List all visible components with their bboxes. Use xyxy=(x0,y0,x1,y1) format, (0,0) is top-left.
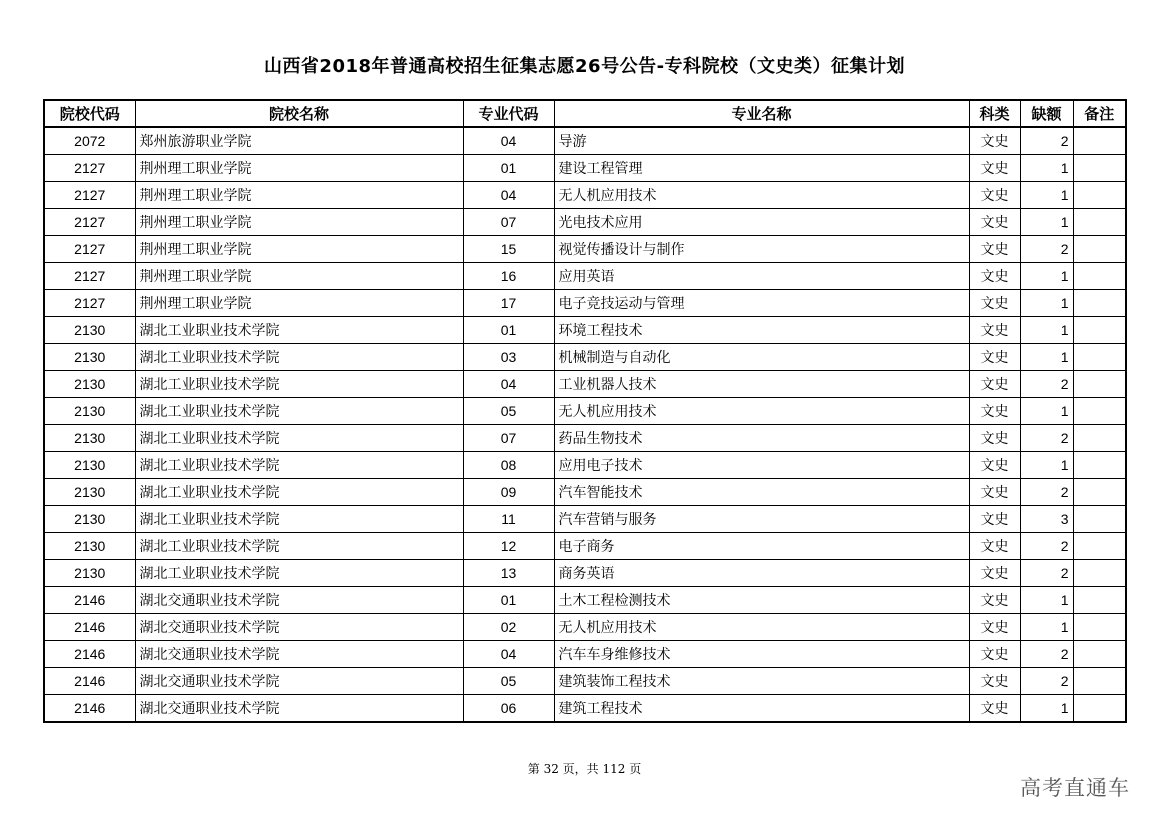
school-code-cell: 2146 xyxy=(44,695,135,723)
school-name-cell: 荆州理工职业学院 xyxy=(135,182,463,209)
school-code-cell: 2072 xyxy=(44,127,135,155)
note-cell xyxy=(1073,344,1126,371)
school-code-cell: 2146 xyxy=(44,614,135,641)
school-code-cell: 2127 xyxy=(44,263,135,290)
major-name-cell: 电子竞技运动与管理 xyxy=(554,290,969,317)
vacancy-cell: 1 xyxy=(1020,209,1073,236)
category-cell: 文史 xyxy=(969,290,1020,317)
major-code-cell: 03 xyxy=(463,344,554,371)
vacancy-cell: 1 xyxy=(1020,263,1073,290)
major-code-cell: 04 xyxy=(463,127,554,155)
table-row xyxy=(44,695,1126,723)
school-code-cell: 2130 xyxy=(44,344,135,371)
category-cell: 文史 xyxy=(969,479,1020,506)
major-name-cell: 应用电子技术 xyxy=(554,452,969,479)
table-row xyxy=(44,560,1126,587)
table-row xyxy=(44,668,1126,695)
school-code-cell: 2130 xyxy=(44,452,135,479)
column-header-category: 科类 xyxy=(969,100,1020,127)
note-cell xyxy=(1073,641,1126,668)
category-cell: 文史 xyxy=(969,614,1020,641)
school-code-cell: 2130 xyxy=(44,317,135,344)
major-name-cell: 机械制造与自动化 xyxy=(554,344,969,371)
major-code-cell: 02 xyxy=(463,614,554,641)
category-cell: 文史 xyxy=(969,209,1020,236)
table-row xyxy=(44,533,1126,560)
school-code-cell: 2127 xyxy=(44,155,135,182)
vacancy-cell: 1 xyxy=(1020,317,1073,344)
vacancy-cell: 2 xyxy=(1020,560,1073,587)
major-code-cell: 01 xyxy=(463,155,554,182)
vacancy-cell: 1 xyxy=(1020,344,1073,371)
school-code-cell: 2127 xyxy=(44,290,135,317)
column-header-school-code: 院校代码 xyxy=(44,100,135,127)
major-name-cell: 土木工程检测技术 xyxy=(554,587,969,614)
note-cell xyxy=(1073,182,1126,209)
page-footer: 第 32 页，共 112 页 xyxy=(527,762,642,776)
enrollment-plan-table xyxy=(43,99,1127,723)
table-row xyxy=(44,155,1126,182)
major-name-cell: 应用英语 xyxy=(554,263,969,290)
note-cell xyxy=(1073,236,1126,263)
vacancy-cell: 2 xyxy=(1020,641,1073,668)
major-code-cell: 07 xyxy=(463,209,554,236)
school-name-cell: 荆州理工职业学院 xyxy=(135,155,463,182)
vacancy-cell: 2 xyxy=(1020,479,1073,506)
column-header-school-name: 院校名称 xyxy=(135,100,463,127)
table-row xyxy=(44,317,1126,344)
category-cell: 文史 xyxy=(969,641,1020,668)
note-cell xyxy=(1073,614,1126,641)
table-row xyxy=(44,127,1126,155)
watermark: 高考直通车 xyxy=(1020,776,1130,800)
vacancy-cell: 2 xyxy=(1020,236,1073,263)
vacancy-cell: 1 xyxy=(1020,614,1073,641)
category-cell: 文史 xyxy=(969,560,1020,587)
vacancy-cell: 2 xyxy=(1020,371,1073,398)
category-cell: 文史 xyxy=(969,371,1020,398)
table-body xyxy=(44,127,1126,722)
school-name-cell: 荆州理工职业学院 xyxy=(135,290,463,317)
category-cell: 文史 xyxy=(969,182,1020,209)
vacancy-cell: 1 xyxy=(1020,695,1073,723)
school-name-cell: 湖北交通职业技术学院 xyxy=(135,614,463,641)
table-row xyxy=(44,398,1126,425)
major-name-cell: 导游 xyxy=(554,127,969,155)
vacancy-cell: 2 xyxy=(1020,533,1073,560)
table-row xyxy=(44,506,1126,533)
note-cell xyxy=(1073,290,1126,317)
major-code-cell: 06 xyxy=(463,695,554,723)
category-cell: 文史 xyxy=(969,317,1020,344)
school-name-cell: 湖北工业职业技术学院 xyxy=(135,506,463,533)
table-row xyxy=(44,290,1126,317)
school-code-cell: 2127 xyxy=(44,182,135,209)
major-code-cell: 17 xyxy=(463,290,554,317)
school-code-cell: 2130 xyxy=(44,371,135,398)
vacancy-cell: 1 xyxy=(1020,398,1073,425)
note-cell xyxy=(1073,533,1126,560)
vacancy-cell: 1 xyxy=(1020,290,1073,317)
vacancy-cell: 1 xyxy=(1020,182,1073,209)
major-name-cell: 汽车车身维修技术 xyxy=(554,641,969,668)
vacancy-cell: 1 xyxy=(1020,452,1073,479)
school-name-cell: 湖北工业职业技术学院 xyxy=(135,371,463,398)
note-cell xyxy=(1073,506,1126,533)
table-row xyxy=(44,479,1126,506)
table-row xyxy=(44,263,1126,290)
school-code-cell: 2130 xyxy=(44,398,135,425)
major-name-cell: 建筑工程技术 xyxy=(554,695,969,723)
vacancy-cell: 3 xyxy=(1020,506,1073,533)
note-cell xyxy=(1073,317,1126,344)
major-name-cell: 建筑装饰工程技术 xyxy=(554,668,969,695)
vacancy-cell: 2 xyxy=(1020,425,1073,452)
major-name-cell: 工业机器人技术 xyxy=(554,371,969,398)
major-code-cell: 04 xyxy=(463,371,554,398)
vacancy-cell: 2 xyxy=(1020,127,1073,155)
major-code-cell: 08 xyxy=(463,452,554,479)
category-cell: 文史 xyxy=(969,425,1020,452)
school-name-cell: 湖北交通职业技术学院 xyxy=(135,695,463,723)
column-header-major-name: 专业名称 xyxy=(554,100,969,127)
major-name-cell: 视觉传播设计与制作 xyxy=(554,236,969,263)
school-code-cell: 2130 xyxy=(44,533,135,560)
table-row xyxy=(44,344,1126,371)
major-code-cell: 11 xyxy=(463,506,554,533)
school-name-cell: 湖北工业职业技术学院 xyxy=(135,344,463,371)
table-row xyxy=(44,614,1126,641)
note-cell xyxy=(1073,263,1126,290)
major-code-cell: 13 xyxy=(463,560,554,587)
note-cell xyxy=(1073,127,1126,155)
category-cell: 文史 xyxy=(969,587,1020,614)
school-name-cell: 湖北工业职业技术学院 xyxy=(135,560,463,587)
column-header-vacancy: 缺额 xyxy=(1020,100,1073,127)
category-cell: 文史 xyxy=(969,398,1020,425)
major-code-cell: 15 xyxy=(463,236,554,263)
category-cell: 文史 xyxy=(969,506,1020,533)
page-title: 山西省2018年普通高校招生征集志愿26号公告-专科院校（文史类）征集计划 xyxy=(263,56,906,77)
school-code-cell: 2130 xyxy=(44,479,135,506)
table-header-row xyxy=(44,100,1126,127)
category-cell: 文史 xyxy=(969,533,1020,560)
major-code-cell: 07 xyxy=(463,425,554,452)
note-cell xyxy=(1073,479,1126,506)
major-name-cell: 电子商务 xyxy=(554,533,969,560)
major-name-cell: 汽车智能技术 xyxy=(554,479,969,506)
table-row xyxy=(44,587,1126,614)
table-row xyxy=(44,371,1126,398)
category-cell: 文史 xyxy=(969,127,1020,155)
school-name-cell: 荆州理工职业学院 xyxy=(135,236,463,263)
note-cell xyxy=(1073,371,1126,398)
school-code-cell: 2127 xyxy=(44,236,135,263)
table-row xyxy=(44,425,1126,452)
category-cell: 文史 xyxy=(969,263,1020,290)
category-cell: 文史 xyxy=(969,344,1020,371)
vacancy-cell: 1 xyxy=(1020,155,1073,182)
major-name-cell: 无人机应用技术 xyxy=(554,182,969,209)
school-name-cell: 湖北工业职业技术学院 xyxy=(135,317,463,344)
major-code-cell: 05 xyxy=(463,668,554,695)
note-cell xyxy=(1073,425,1126,452)
school-name-cell: 郑州旅游职业学院 xyxy=(135,127,463,155)
table-row xyxy=(44,209,1126,236)
school-name-cell: 湖北工业职业技术学院 xyxy=(135,479,463,506)
note-cell xyxy=(1073,560,1126,587)
category-cell: 文史 xyxy=(969,452,1020,479)
category-cell: 文史 xyxy=(969,155,1020,182)
note-cell xyxy=(1073,155,1126,182)
school-name-cell: 湖北工业职业技术学院 xyxy=(135,452,463,479)
vacancy-cell: 2 xyxy=(1020,668,1073,695)
school-code-cell: 2130 xyxy=(44,425,135,452)
school-code-cell: 2130 xyxy=(44,560,135,587)
major-code-cell: 04 xyxy=(463,182,554,209)
major-code-cell: 01 xyxy=(463,317,554,344)
school-name-cell: 湖北交通职业技术学院 xyxy=(135,641,463,668)
major-code-cell: 16 xyxy=(463,263,554,290)
major-name-cell: 无人机应用技术 xyxy=(554,614,969,641)
school-code-cell: 2146 xyxy=(44,668,135,695)
category-cell: 文史 xyxy=(969,236,1020,263)
category-cell: 文史 xyxy=(969,668,1020,695)
vacancy-cell: 1 xyxy=(1020,587,1073,614)
table-row xyxy=(44,182,1126,209)
note-cell xyxy=(1073,452,1126,479)
school-name-cell: 湖北工业职业技术学院 xyxy=(135,398,463,425)
major-name-cell: 建设工程管理 xyxy=(554,155,969,182)
major-name-cell: 无人机应用技术 xyxy=(554,398,969,425)
major-code-cell: 09 xyxy=(463,479,554,506)
school-name-cell: 湖北交通职业技术学院 xyxy=(135,587,463,614)
school-name-cell: 湖北交通职业技术学院 xyxy=(135,668,463,695)
table-row xyxy=(44,236,1126,263)
major-name-cell: 光电技术应用 xyxy=(554,209,969,236)
major-name-cell: 汽车营销与服务 xyxy=(554,506,969,533)
major-name-cell: 药品生物技术 xyxy=(554,425,969,452)
major-name-cell: 环境工程技术 xyxy=(554,317,969,344)
major-code-cell: 01 xyxy=(463,587,554,614)
column-header-note: 备注 xyxy=(1073,100,1126,127)
major-code-cell: 12 xyxy=(463,533,554,560)
note-cell xyxy=(1073,398,1126,425)
note-cell xyxy=(1073,695,1126,723)
table-row xyxy=(44,641,1126,668)
school-name-cell: 荆州理工职业学院 xyxy=(135,209,463,236)
note-cell xyxy=(1073,209,1126,236)
table-row xyxy=(44,452,1126,479)
note-cell xyxy=(1073,587,1126,614)
school-name-cell: 湖北工业职业技术学院 xyxy=(135,533,463,560)
school-code-cell: 2146 xyxy=(44,641,135,668)
school-code-cell: 2146 xyxy=(44,587,135,614)
category-cell: 文史 xyxy=(969,695,1020,723)
school-name-cell: 荆州理工职业学院 xyxy=(135,263,463,290)
school-code-cell: 2127 xyxy=(44,209,135,236)
major-name-cell: 商务英语 xyxy=(554,560,969,587)
school-code-cell: 2130 xyxy=(44,506,135,533)
major-code-cell: 05 xyxy=(463,398,554,425)
column-header-major-code: 专业代码 xyxy=(463,100,554,127)
school-name-cell: 湖北工业职业技术学院 xyxy=(135,425,463,452)
major-code-cell: 04 xyxy=(463,641,554,668)
note-cell xyxy=(1073,668,1126,695)
